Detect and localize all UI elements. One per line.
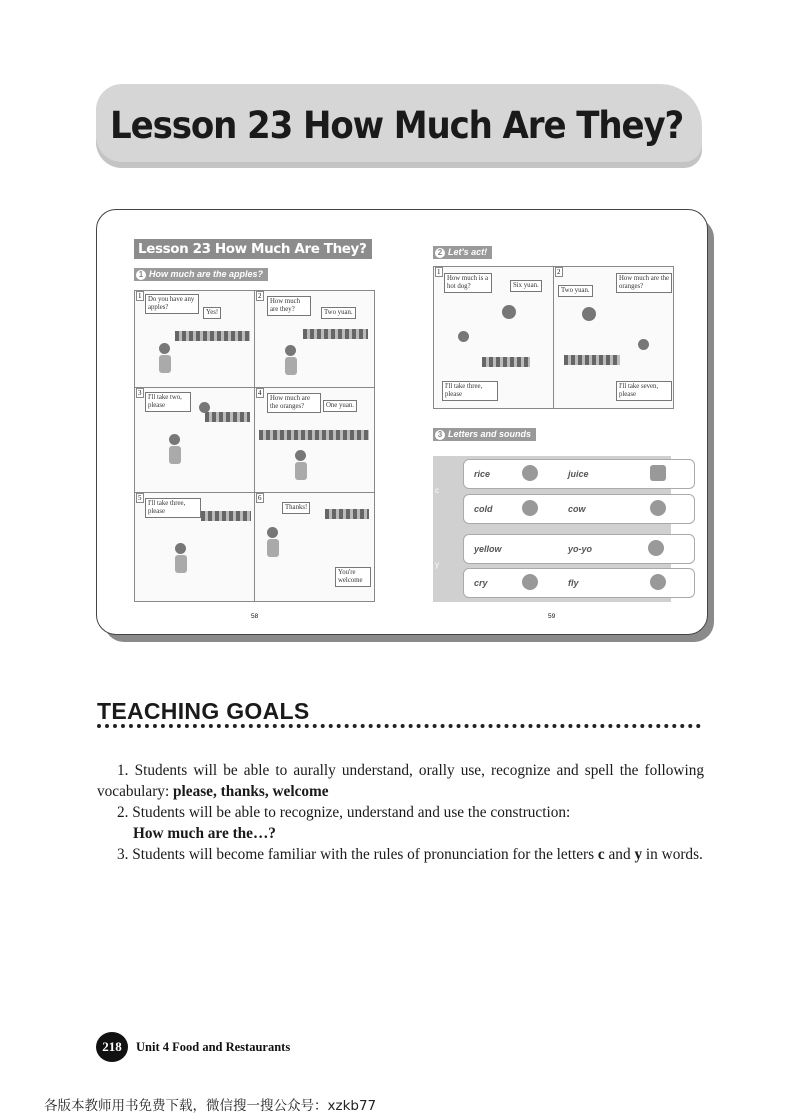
crying-bird-icon <box>522 574 538 590</box>
child-figure <box>175 555 187 573</box>
goal-2 <box>97 802 704 823</box>
teaching-goals-heading: TEACHING GOALS <box>97 698 310 724</box>
goal-3-letter-c: c <box>597 846 605 863</box>
speech-bubble: How much are they? <box>267 296 311 316</box>
glass-icon <box>650 465 666 481</box>
flying-bird-icon <box>650 574 666 590</box>
child-figure <box>159 343 170 354</box>
speech-bubble: One yuan. <box>323 400 357 412</box>
speech-bubble: How much are the oranges? <box>267 393 321 413</box>
child-figure <box>169 434 180 445</box>
child-figure <box>267 539 279 557</box>
word: cold <box>474 504 493 514</box>
speech-bubble: Do you have any apples? <box>145 294 199 314</box>
speech-bubble: I'll take three, please <box>145 498 201 518</box>
child-figure <box>267 527 278 538</box>
section1-number: 1 <box>136 270 146 280</box>
fruit-stall <box>325 509 369 519</box>
panel-number: 2 <box>557 268 561 276</box>
speech-bubble: I'll take seven, please <box>616 381 672 401</box>
word: yellow <box>474 544 502 554</box>
vendor-figure <box>199 402 210 413</box>
goal-1-text: 1. Students will be able to aurally understand, orally use, recognize and spell the following vocabulary: <box>97 762 704 800</box>
child-figure <box>295 462 307 480</box>
yoyo-icon <box>648 540 664 556</box>
speech-bubble: I'll take three, please <box>442 381 498 401</box>
speech-bubble: You're welcome <box>335 567 371 587</box>
child-figure <box>159 355 171 373</box>
comic-panel <box>134 290 255 388</box>
word-row <box>463 494 695 524</box>
word: rice <box>474 469 491 479</box>
speech-bubble: How much is a hot dog? <box>444 273 492 293</box>
speech-bubble: Yes! <box>203 307 221 319</box>
comic-panel <box>254 492 375 602</box>
speech-bubble: Two yuan. <box>558 285 593 297</box>
goal-2-text: 2. Students will be able to recognize, understand and use the construction: <box>117 804 571 821</box>
page-title: Lesson 23 How Much Are They? <box>110 104 684 147</box>
section1-text: How much are the apples? <box>149 269 264 279</box>
child-figure <box>169 446 181 464</box>
bowl-icon <box>522 465 538 481</box>
spread-banner <box>134 239 372 259</box>
comic-panel <box>254 387 375 493</box>
spread-page-left: 58 <box>251 613 259 620</box>
panel-number: 2 <box>258 292 262 300</box>
word: juice <box>568 469 589 479</box>
goal-2-construction-text: How much are the…? <box>133 825 276 842</box>
fruit-stall <box>303 329 368 339</box>
child-figure <box>458 331 469 342</box>
fruit-stall <box>201 511 251 521</box>
speech-bubble: Thanks! <box>282 502 310 514</box>
fruit-stall <box>175 331 250 341</box>
dotted-divider <box>97 724 701 728</box>
cook-figure <box>502 305 516 319</box>
section1-label <box>134 268 268 281</box>
child-figure <box>285 345 296 356</box>
spread-page-right: 59 <box>548 613 556 620</box>
penguin-icon <box>522 500 538 516</box>
word: cry <box>474 578 488 588</box>
textbook-spread-image <box>96 209 708 635</box>
cow-icon <box>650 500 666 516</box>
word-row <box>463 459 695 489</box>
section3-text: Letters and sounds <box>448 429 532 439</box>
comic-panel <box>254 290 375 388</box>
fruit-stall <box>564 355 620 365</box>
panel-number: 6 <box>258 494 262 502</box>
goal-3-letter-y: y <box>634 846 643 863</box>
goal-1-vocabulary: please, thanks, welcome <box>173 783 329 800</box>
panel-number: 1 <box>437 268 441 276</box>
goal-1 <box>97 760 704 802</box>
panel-number: 1 <box>138 292 142 300</box>
speech-bubble: How much are the oranges? <box>616 273 672 293</box>
child-figure <box>175 543 186 554</box>
goal-2-construction <box>133 823 633 844</box>
goal-3-text-end: in words. <box>642 846 703 863</box>
section2-number: 2 <box>435 248 445 258</box>
comic-panel <box>134 492 255 602</box>
watermark-text: 各版本教师用书免费下载，微信搜一搜公众号：xzkb77 <box>44 1098 377 1114</box>
word-row <box>463 534 695 564</box>
goal-3-text: 3. Students will become familiar with the rules of pronunciation for the letters <box>117 846 598 863</box>
letter-c: c <box>435 486 439 495</box>
child-figure <box>638 339 649 350</box>
panel-number: 5 <box>138 494 142 502</box>
word: yo-yo <box>568 544 593 554</box>
section3-label <box>433 428 536 441</box>
word: cow <box>568 504 586 514</box>
spread-banner-text: Lesson 23 How Much Are They? <box>138 241 367 257</box>
act-panel <box>433 266 554 409</box>
comic-panel <box>134 387 255 493</box>
letter-y: y <box>435 560 439 569</box>
section3-number: 3 <box>435 430 445 440</box>
panel-number: 4 <box>258 389 262 397</box>
section2-label <box>433 246 492 259</box>
goal-3 <box>97 844 704 865</box>
speech-bubble: Six yuan. <box>510 280 542 292</box>
fruit-stall <box>259 430 369 440</box>
speech-bubble: I'll take two, please <box>145 392 191 412</box>
child-figure <box>295 450 306 461</box>
word-row <box>463 568 695 598</box>
page-number: 218 <box>96 1032 128 1062</box>
fruit-stall <box>205 412 250 422</box>
goal-3-and: and <box>604 846 635 863</box>
unit-title: Unit 4 Food and Restaurants <box>136 1040 291 1054</box>
hotdog-counter <box>482 357 530 367</box>
vendor-figure <box>582 307 596 321</box>
section2-text: Let's act! <box>448 247 488 257</box>
word: fly <box>568 578 579 588</box>
panel-number: 3 <box>138 389 142 397</box>
speech-bubble: Two yuan. <box>321 307 356 319</box>
child-figure <box>285 357 297 375</box>
act-panel <box>553 266 674 409</box>
